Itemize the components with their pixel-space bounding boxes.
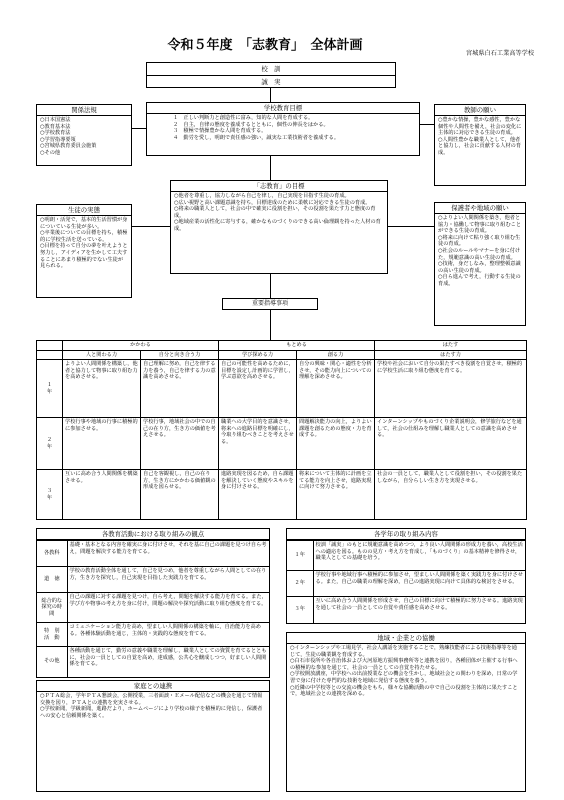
activity-text: 学校の教育活動全体を通して，自己を見つめ，他者を尊重しながら人間としての在り方，生き方を探究し，自己実現を目指した実践力を育てる。	[67, 567, 269, 593]
matrix-cell: 進路実現を図るため，自ら課題を解決していく態度やスキルを身に付けさせる。	[219, 470, 297, 520]
list-item: ○社会のルールやマナーを身に付けた，規範意識の高い生徒の育成。	[438, 247, 521, 261]
activity-label: 道 徳	[37, 567, 67, 593]
list-item: ○人間性豊かな職業人として，他者と協力し，社会に貢献する人材の育成。	[438, 136, 522, 156]
matrix-cell: 自己を客観視し，自己の在り方，生き方にかかわる価値観の形成を図らせる。	[141, 470, 219, 520]
community-list	[287, 644, 525, 699]
list-item: ○日本国憲法	[40, 117, 71, 123]
list-item: ○自ら進んで考え，行動する生徒の育成。	[438, 274, 521, 287]
activity-label: 総合的な探究の時間	[37, 593, 67, 623]
goals-title: 学校教育目標	[147, 103, 419, 114]
guidance-matrix	[36, 340, 526, 520]
teacher-wish-box	[434, 104, 526, 186]
list-item: ○卒業後についての目標を持ち，積極的に学校生活を送っている。	[40, 230, 128, 243]
activities-box	[36, 528, 270, 678]
guardian-title: 保護者や地域の願い	[435, 203, 525, 214]
matrix-cell: 問題解決能力の向上，よりよい課題を創るための態度・力を育成する。	[297, 418, 375, 470]
page-title: 令和５年度 「志教育」 全体計画	[167, 38, 363, 53]
list-item: ○学校教育法	[40, 130, 71, 137]
list-item: ○地域産業の活性化に寄与する，確かなものづくりのできる高い倫理観を持った人材の育成。	[174, 219, 381, 232]
activity-text: コミュニケーション能力を高め，望ましい人間関係の構築を軸に，自治能力を高める。各種体験活動を通じ，主体的・実践的な態度を育てる。	[67, 623, 269, 647]
matrix-cell: 将来について主体的に計画を立てる能力を向上させ，進路実現に向けて努力させる。	[297, 470, 375, 520]
matrix-cell: 互いに高め合う人間関係を構築させる。	[63, 470, 141, 520]
community-box	[286, 632, 526, 792]
matrix-cell: 自己の可能性を高めるために，目標を設定し計画的に学習し，学ぶ意欲を高めさせる。	[219, 360, 297, 418]
students-list	[37, 216, 131, 271]
teacher-wish-title: 教師の願い	[435, 105, 525, 116]
shi-list	[171, 192, 387, 234]
group-kakawaru: かかわる	[63, 341, 219, 351]
grade-row-text: 互いに高め合う人間関係を形成させ，自己の目標に向けて積極的に努力させる。進路実現を通して社会の一員としての自覚や責任感を高めさせる。	[313, 597, 525, 623]
teacher-wish-list	[435, 116, 525, 158]
family-title: 家庭との連携	[37, 681, 269, 692]
grade-label: ３ 年	[37, 470, 63, 520]
grade-row-label: ２年	[287, 571, 313, 597]
matrix-cell: インターンシップやものづくり企業説明会，修学旅行などを通して，社会の仕組みを理解し職業人としての意識を高めさせる。	[375, 418, 527, 470]
grades-title: 各学年の取り組み内容	[287, 529, 525, 540]
list-item: ○明朗・活発で，基本的生活習慣が身についている生徒が多い。	[40, 217, 128, 230]
list-item: ○教育基本法	[40, 123, 71, 130]
laws-title: 関係法規	[37, 105, 131, 116]
list-item: ○他者を尊重し，協力しながら自己を律し，自己実現を目指す生徒の育成。	[174, 193, 350, 199]
activity-text: 基礎・基本となる内容を確実に身に付けさせ，それを基に自己の課題を見つけ自ら考え，問題を解決する能力を育てる。	[67, 541, 269, 567]
matrix-cell: 社会の一員として，職業人として役割を担い，その役割を果たしながら，自分らしい生き方を実現させる。	[375, 470, 527, 520]
matrix-cell: 自分の興味・関心・適性を分析させ，その能力向上についての理解を深めさせる。	[297, 360, 375, 418]
focus-title: 重要指導事項	[251, 300, 288, 307]
activity-label: 各教科	[37, 541, 67, 567]
laws-list	[37, 116, 131, 158]
activity-text: 各種活動を通じて，勤労の意義や職業を理解し，職業人としての資質を育てるとともに，社会の一員としての自覚を高め，達成感，公共心を醸成しつつ，好ましい人間関係を育てる。	[67, 647, 269, 677]
list-item: ○学習指導要領	[40, 136, 76, 143]
students-box	[36, 204, 132, 298]
grade-row-label: １年	[287, 541, 313, 571]
activities-title: 各教育活動における取り組みの観点	[37, 529, 269, 540]
goals-list	[147, 114, 419, 142]
list-item: ○豊かな情操，豊かな感性，豊かな個性や人間性を備え，社会の変化に主体的に対応できる生徒の育成。	[438, 117, 522, 137]
group-motomeru: もとめる	[219, 341, 375, 351]
grade-label: ２ 年	[37, 418, 63, 470]
list-item: １ 正しい判断力と創造性に富み，知的な人間を育成する。	[173, 115, 314, 121]
matrix-cell: 学校行事，地域社会の中での自己の在り方，生き方の価値を考えさせる。	[141, 418, 219, 470]
family-list	[37, 692, 269, 720]
list-item: ○将来の職業人として，社会の中で確実に役割を担い，その役割を果たす力と態度の育成。	[174, 206, 376, 219]
list-item: ○将来に向けて粘り強く取り組む生徒の育成。	[438, 234, 521, 248]
list-item: ３ 積極で情操豊かな人間を育成する。	[173, 128, 267, 135]
list-item: ２ 自主，自律の態度を養成するとともに，個性の伸長をはかる。	[173, 121, 329, 128]
list-item: ○広い視野と高い課題意識を持ち，目標達成のために柔軟に対応できる生徒の育成。	[174, 199, 371, 206]
matrix-header: 人と関わる力	[63, 350, 141, 360]
list-item: ○ＰＴＡ総会，学年ＰＴＡ懇談会，公開授業，三者面談・Ｅメール配信などの機会を通じて情報交換を図り，ＰＴＡとの連携を充実させる。	[40, 693, 263, 706]
activity-label: 特 別 活 動	[37, 623, 67, 647]
activity-text: 自己の課題に対する課題を見つけ，自ら考え，問題を解決する能力を育てる。また，学び方や物事の考え方を身に付け，問題の解決や探究活動に取り組む態度を育てる。	[67, 593, 269, 623]
matrix-cell: 学校行事や地域の行事に積極的に参加させる。	[63, 418, 141, 470]
matrix-cell: 自己理解に努め，自己を律する力を養う，自己を律する力の意識を高めさせる。	[141, 360, 219, 418]
list-item: ○学校新聞，学級新聞，進路だより，ホームページにより学校の様子を積極的に発信し，保護者への安心と信頼関係を築く。	[40, 706, 263, 719]
school-name: 宮城県白石工業高等学校	[465, 50, 535, 57]
list-item: ○宮城県教育委員会施策	[40, 143, 97, 150]
matrix-header: 創る力	[297, 350, 375, 360]
motto-box	[146, 62, 396, 88]
list-item: ４ 勤労を愛し，明朗で責任感の強い，誠実な工業技術者を養成する。	[173, 134, 340, 141]
motto-value: 誠 実	[261, 78, 281, 86]
grade-label: １ 年	[37, 360, 63, 418]
list-item: ○その他	[40, 149, 61, 156]
family-box	[36, 680, 270, 792]
grades-box	[286, 528, 526, 624]
list-item: ○近隣の中学校等との交流の機会をもち，様々な協働活動の中で自己の役割を主体的に果たすことで，地域社会との連携を深める。	[290, 684, 518, 698]
matrix-header: 自分と向き合う力	[141, 350, 219, 360]
matrix-cell: 学校や社会において自分の果たすべき役割を自覚させ，積極的に学校生活に取り組む態度を育てる。	[375, 360, 527, 418]
matrix-cell: よりよい人間関係を構築し，他者と協力して物事に取り組む力を高めさせる。	[63, 360, 141, 418]
list-item: ○インターンシップや工場見学，社会人講話を実施することで，熟練技能者による技術指導等を通じて，生徒の職業観を育成する。	[290, 645, 517, 658]
activity-label: その他	[37, 647, 67, 677]
list-item: ○技術，身だしなみ，整理整頓意識の高い生徒の育成。	[438, 261, 521, 274]
shi-title: 「志教育」の目標	[171, 181, 387, 192]
grade-row-label: ３年	[287, 597, 313, 623]
guardian-box	[434, 202, 526, 326]
matrix-cell: 職業への大学目的を意識させ，将来への進路目標を明確にし，今取り組むべきことを考えさせる。	[219, 418, 297, 470]
community-title: 地域・企業との協働	[287, 633, 525, 644]
list-item: ○学校開放講座，中学校への出前授業などの機会を生かし，地域社会との関わりを深め，日常の学習で身に付けた専門的な技術を地域に発信する態度を養う。	[290, 671, 518, 684]
motto-label: 校 訓	[147, 63, 395, 76]
list-item: ○白石市役所や各自治体および大河原地方振興事務所等と連携を図り，各種団体が主催する行事への積極的な参加を通じて，社会の一員としての自覚を持たせる。	[290, 658, 518, 671]
goals-box	[146, 102, 420, 156]
grade-row-text: 校訓「誠実」のもとに規範意識を高めつつ，より良い人間関係の形成力を養い，高校生活への適応を図る。ものの見方・考え方を育成し，「ものづくり」の基本精神を修得させ，職業人としての基礎を培う。	[313, 541, 525, 571]
laws-box	[36, 104, 132, 166]
students-title: 生徒の実態	[37, 205, 131, 216]
list-item: ○よりよい人間関係を築き，他者と協力・協働して物事に取り組むことができる生徒の育成。	[438, 215, 522, 235]
list-item: ○目標を持って自分の夢を叶えようと努力し，アイディアを生かして工夫することにあまり積極的でない生徒が見られる。	[40, 243, 128, 270]
focus-box	[222, 298, 318, 310]
guardian-list	[435, 214, 525, 289]
matrix-header: はたす力	[375, 350, 527, 360]
group-hatasu: はたす	[375, 341, 527, 351]
matrix-header: 学び探める力	[219, 350, 297, 360]
shi-box	[170, 180, 388, 274]
grade-row-text: 学校行事や地域行事へ積極的に参加させ，望ましい人間関係を築く実践力を身に付けさせる。また，自己の職業の理解を深め，自己の進路実現に向けて具体的な検討をさせる。	[313, 571, 525, 597]
